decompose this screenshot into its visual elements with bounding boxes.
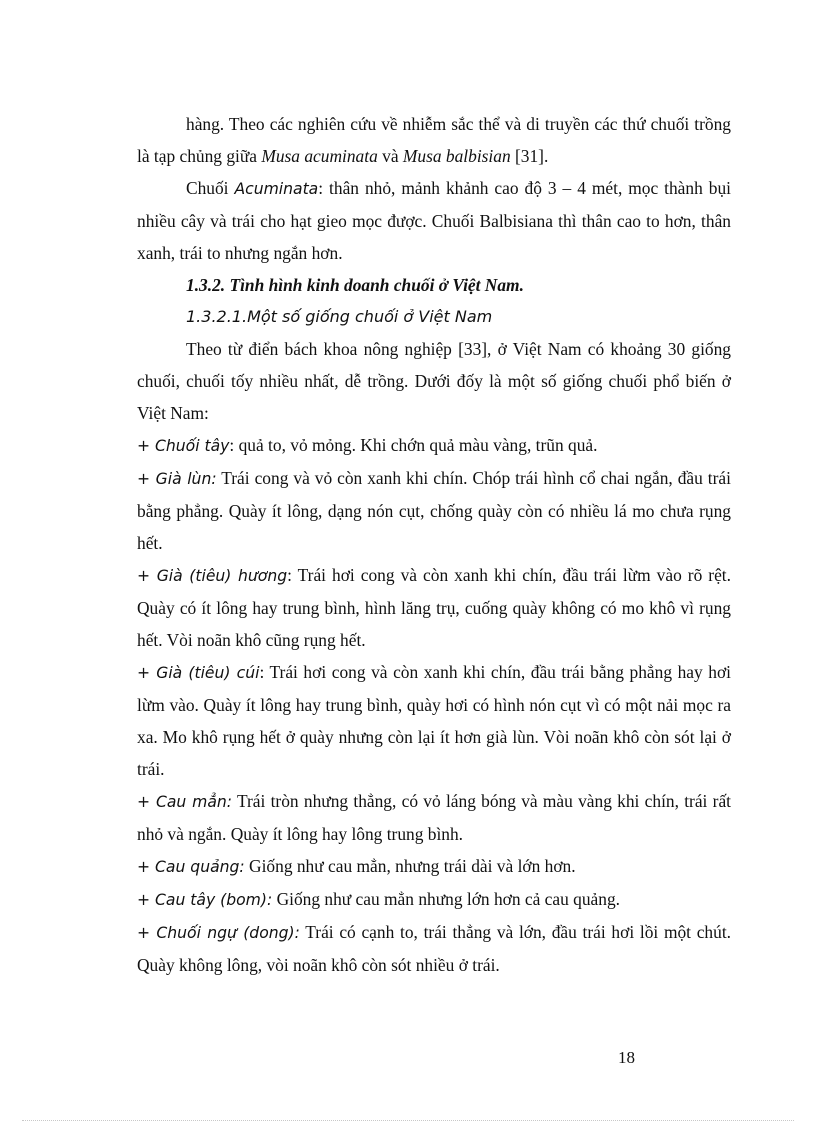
list-item: + Già lùn: Trái cong và vỏ còn xanh khi chín. Chóp trái hình cổ chai ngắn, đầu trái bằng phẳng. Quày ít lông, dạng nón cụt, chống quày còn có nhiều lá mo chưa rụng hết. <box>137 468 731 553</box>
list-item: + Cau tây (bom): Giống như cau mẳn nhưng lớn hơn cả cau quảng. <box>137 889 620 909</box>
list-item: + Cau mẳn: Trái tròn nhưng thẳng, có vỏ láng bóng và màu vàng khi chín, trái rất nhỏ và ngắn. Quày ít lông hay lông trung bình. <box>137 791 731 844</box>
paragraph-intro: Theo từ điển bách khoa nông nghiệp [33], ở Việt Nam có khoảng 30 giống chuối, chuối tốy nhiều nhất, dễ trồng. Dưới đốy là một số giống chuối phổ biến ở Việt Nam: <box>137 339 731 423</box>
list-item: + Chuối ngự (dong): Trái có cạnh to, trái thẳng và lớn, đầu trái hơi lồi một chút. Quày không lông, vòi noãn khô còn sót nhiều ở trái. <box>137 922 731 975</box>
page-bottom-divider <box>22 1120 794 1121</box>
page-number: 18 <box>618 1048 635 1067</box>
section-heading: 1.3.2. Tình hình kinh doanh chuối ở Việt Nam. <box>186 275 524 295</box>
page-body <box>137 108 731 981</box>
list-item: + Chuối tây: quả to, vỏ mỏng. Khi chớn quả màu vàng, trũn quả. <box>137 435 598 455</box>
species-name: Musa acuminata <box>261 146 378 166</box>
species-name: Acuminata <box>234 180 319 198</box>
list-item: + Già (tiêu) hương: Trái hơi cong và còn xanh khi chín, đầu trái lừm vào rõ rệt. Quày có ít lông hay trung bình, hình lăng trụ, cuống quày không có mo khô vì rụng hết. Vòi noãn khô cũng rụng hết. <box>137 565 731 650</box>
paragraph-continuation: hàng. Theo các nghiên cứu về nhiễm sắc thể và di truyền các thứ chuối trồng là tạp chủng giữa Musa acuminata và Musa balbisian [31]. <box>137 114 731 166</box>
subsection-heading: 1.3.2.1.Một số giống chuối ở Việt Nam <box>186 307 493 326</box>
species-name: Musa balbisian <box>402 146 511 166</box>
list-item: + Cau quảng: Giống như cau mẳn, nhưng trái dài và lớn hơn. <box>137 856 576 876</box>
paragraph-acuminata: Chuối Acuminata: thân nhỏ, mảnh khảnh cao độ 3 – 4 mét, mọc thành bụi nhiều cây và trái cho hạt gieo mọc được. Chuối Balbisiana thì thân cao to hơn, thân xanh, trái to nhưng ngắn hơn. <box>137 178 731 263</box>
list-item: + Già (tiêu) cúi: Trái hơi cong và còn xanh khi chín, đầu trái bằng phẳng hay hơi lừm vào. Quày ít lông hay trung bình, quày hơi có hình nón cụt vì có một nải mọc ra xa. Mo khô rụng hết ở quày nhưng còn lại ít hơn già lùn. Vòi noãn khô còn sót lại ở trái. <box>137 662 731 779</box>
